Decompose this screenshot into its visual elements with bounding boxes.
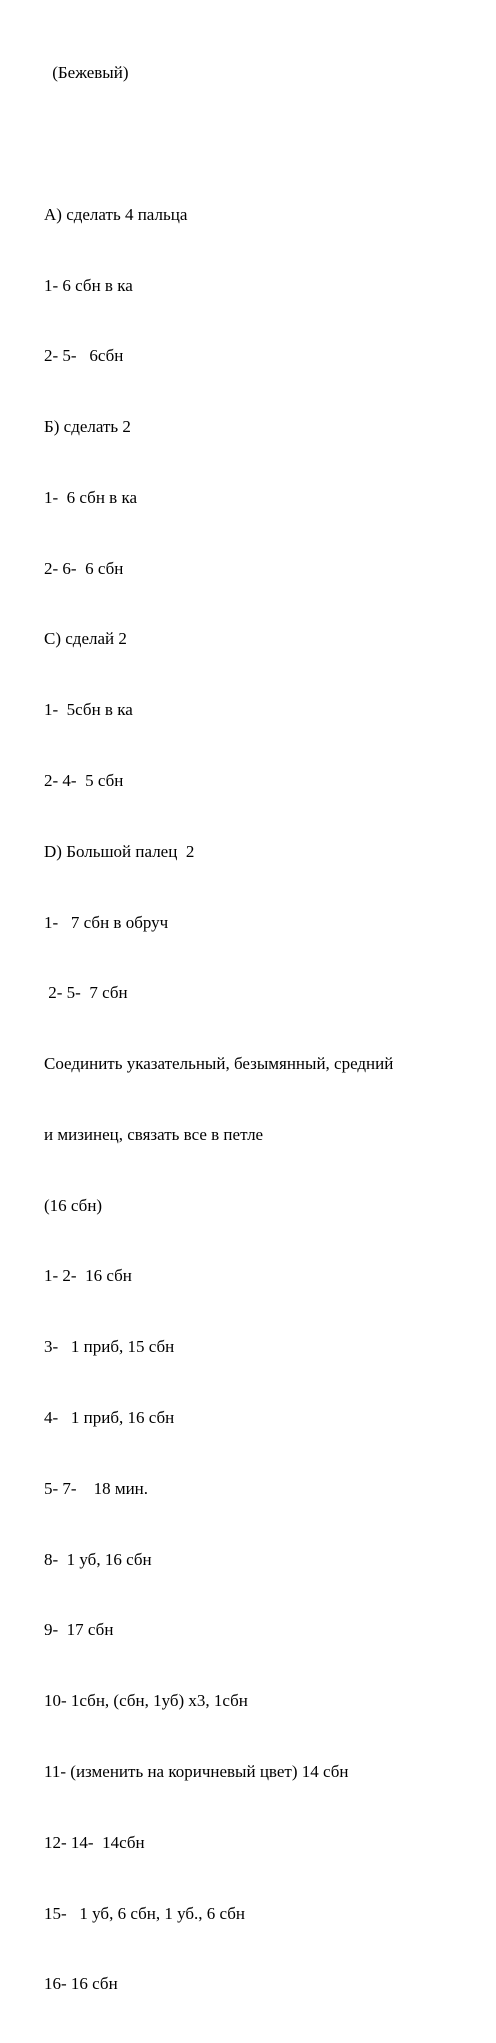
section-b-heading: Б) сделать 2 (44, 417, 131, 437)
pattern-row: 1- 5сбн в ка (44, 700, 133, 720)
pattern-row: 1- 7 сбн в обруч (44, 912, 169, 932)
pattern-row: 2- 5- 7 сбн (44, 983, 128, 1003)
pattern-row: 12- 14- 14сбн (44, 1832, 145, 1852)
section-c-heading: С) сделай 2 (44, 629, 127, 649)
stitch-count: (16 сбн) (44, 1195, 103, 1215)
pattern-row: 10- 1сбн, (сбн, 1уб) х3, 1сбн (44, 1691, 248, 1711)
pattern-row: 5- 7- 18 мин. (44, 1478, 149, 1498)
pattern-row: 9- 17 сбн (44, 1620, 114, 1640)
pattern-row: 15- 1 уб, 6 сбн, 1 уб., 6 сбн (44, 1903, 246, 1923)
pattern-row: 16- 16 сбн (44, 1974, 118, 1994)
pattern-row: 2- 4- 5 сбн (44, 771, 124, 790)
color-heading: (Бежевый) (48, 63, 129, 83)
pattern-row: 1- 6 сбн в ка (44, 275, 133, 295)
pattern-text (44, 14, 393, 2043)
section-d-heading: D) Большой палец 2 (44, 841, 195, 861)
pattern-row: 2- 5- 6сбн (44, 346, 124, 366)
pattern-row: 1- 2- 16 сбн (44, 1266, 132, 1286)
join-instruction: Соединить указательный, безымянный, средний (44, 1054, 394, 1074)
section-a-heading: А) сделать 4 пальца (44, 204, 188, 224)
join-instruction: и мизинец, связать все в петле (44, 1124, 264, 1144)
pattern-row: 4- 1 приб, 16 сбн (44, 1408, 175, 1428)
pattern-row: 2- 6- 6 сбн (44, 558, 124, 578)
pattern-row: 1- 6 сбн в ка (44, 487, 137, 507)
pattern-row: 8- 1 уб, 16 сбн (44, 1549, 152, 1569)
pattern-row: 3- 1 приб, 15 сбн (44, 1337, 175, 1357)
pattern-row: 11- (изменить на коричневый цвет) 14 сбн (44, 1761, 349, 1781)
blank-line (44, 132, 393, 156)
